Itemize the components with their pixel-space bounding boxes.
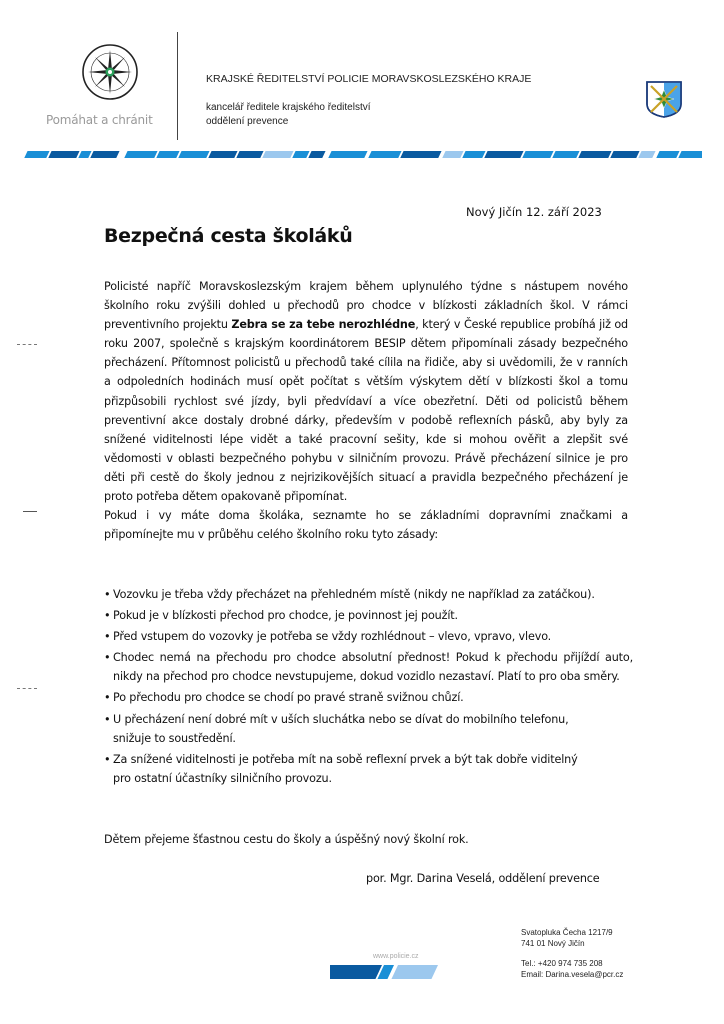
intro-text-continued: , který v České republice probíhá již od roku 2007, společně s krajským koordinátorem BESIP dětem připomínali zásady bezpečného přecházení. Přítomnost policistů u přechodů také cílila na řidiče, aby si uvědomili, že v ranních a odpoledních hodinách musí opět počítat s větším výskytem dětí v blízkosti škol a tomu přizpůsobili rychlost své jízdy, byli předvídaví a více obezřetní. Děti od policistů během preventivní akce dostaly drobné dárky, především v podobě reflexních pásků, aby byly za snížené viditelnosti lépe vidět a také pracovní sešity, kde si mohou ověřit a zlepšit své vědomosti v oblasti bezpečného pohybu v silničním provozu. Právě přecházení silnice je pro děti při cestě do školy jednou z nejrizikovějších situací a pravidla bezpečného přecházení je proto potřeba dětem opakovaně připomínat. (104, 318, 629, 504)
organization-name: KRAJSKÉ ŘEDITELSTVÍ POLICIE MORAVSKOSLEZSKÉHO KRAJE (206, 73, 532, 85)
footer-stripe (330, 965, 440, 979)
department-block (206, 101, 371, 129)
address-line-2: 741 01 Nový Jičín (521, 939, 585, 948)
website-link[interactable]: www.policie.cz (373, 953, 419, 960)
police-star-emblem-icon (80, 42, 140, 102)
regional-coat-of-arms-icon (645, 80, 683, 118)
header-stripe (20, 150, 702, 160)
email[interactable]: Email: Darina.vesela@pcr.cz (521, 970, 624, 979)
rule-item: • Pokud je v blízkosti přechod pro chodce, je povinnost jej použít. (104, 606, 644, 625)
rule-item: • Před vstupem do vozovky je potřeba se vždy rozhlédnout – vlevo, vpravo, vlevo. (104, 627, 644, 646)
department-line-2: oddělení prevence (206, 116, 289, 127)
document-body (104, 277, 628, 544)
department-line-1: kancelář ředitele krajského ředitelství (206, 102, 371, 113)
rule-item: • Chodec nemá na přechodu pro chodce absolutní přednost! Pokud k přechodu přijíždí auto, nikdy na přechod pro chodce nevstupujeme, dokud vozidlo nezastaví. Platí to pro oba směry. (104, 648, 633, 686)
punch-mark-center (23, 511, 37, 512)
document-title: Bezpečná cesta školáků (104, 225, 353, 247)
fold-mark-bottom (17, 688, 37, 689)
police-emblem-logo (80, 42, 140, 102)
header-divider (177, 32, 178, 140)
contact-block (521, 927, 623, 980)
intro-paragraph (104, 277, 628, 506)
rules-list (104, 585, 644, 788)
signature: por. Mgr. Darina Veselá, oddělení prevence (366, 872, 600, 885)
project-name: Zebra se za tebe nerozhlédne (231, 318, 416, 332)
fold-mark-top (17, 344, 37, 345)
address-line-1: Svatopluka Čecha 1217/9 (521, 928, 613, 937)
document-date: Nový Jičín 12. září 2023 (466, 205, 602, 219)
second-paragraph: Pokud i vy máte doma školáka, seznamte ho se základními dopravními značkami a připomínejte mu v průběhu celého školního roku tyto zásady: (104, 509, 628, 542)
regional-crest (645, 80, 683, 118)
intro-text: Policisté napříč Moravskoslezským krajem během uplynulého týdne s nástupem nového školního roku zvýšili dohled u přechodů pro chodce v blízkosti základních škol. V rámci preventivního projektu (104, 280, 628, 332)
phone: Tel.: +420 974 735 208 (521, 959, 603, 968)
rule-item: • U přecházení není dobré mít v uších sluchátka nebo se dívat do mobilního telefonu, snižuje to soustředění. (104, 710, 593, 748)
slogan: Pomáhat a chránit (46, 113, 153, 127)
rule-item: • Po přechodu pro chodce se chodí po pravé straně svižnou chůzí. (104, 688, 644, 707)
safety-rules (104, 585, 644, 790)
closing-wish: Dětem přejeme šťastnou cestu do školy a úspěšný nový školní rok. (104, 833, 469, 846)
rule-item: • Za snížené viditelnosti je potřeba mít na sobě reflexní prvek a být tak dobře viditelný pro ostatní účastníky silničního provozu. (104, 750, 593, 788)
rule-item: • Vozovku je třeba vždy přecházet na přehledném místě (nikdy ne například za zatáčkou). (104, 585, 644, 604)
